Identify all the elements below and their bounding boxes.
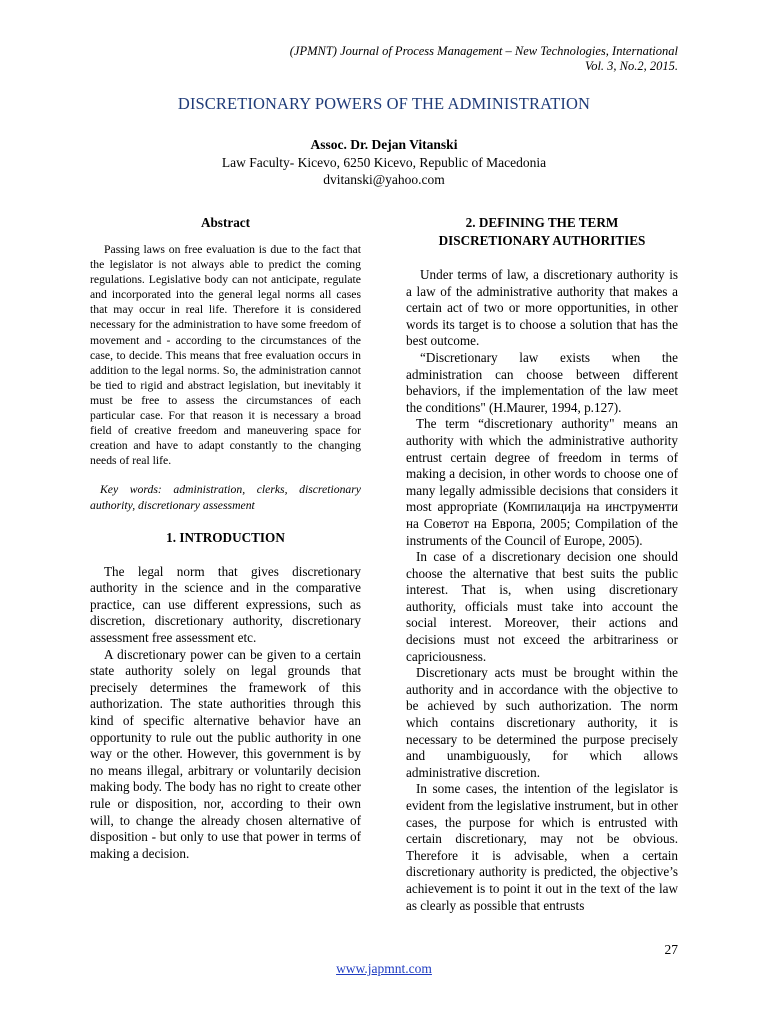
- section2-paragraph: Under terms of law, a discretionary authority is a law of the administrative authority that makes a certain act of two or more opportunities, in other words its target is to choose a solution that has the best outcome.: [406, 267, 678, 349]
- section2-paragraph: The term “discretionary authority" means an authority with which the administrative authority entrust certain degree of freedom in terms of making a decision, in other words to choose one of many legally admissible decisions that considers it most appropriate (Компилација на инструменти на Советот на Европа, 2005; Compilation of the instruments of the Council of Europe, 2005).: [406, 416, 678, 548]
- journal-header: [290, 44, 678, 74]
- intro-paragraph: The legal norm that gives discretionary authority in the science and in the comparative practice, can use different expressions, such as discretion, discretionary authority, discretionary assessment free assessment etc.: [90, 563, 361, 645]
- abstract-text: Passing laws on free evaluation is due to the fact that the legislator is not always able to predict the coming regulations. Legislative body can not anticipate, regulate and incorporated into the general legal norms all cases that may occur in real life. Therefore it is considered necessary for the administration to have some freedom of movement and - according to the circumstances of the case, to decide. This means that free evaluation occurs in addition to the legal norms. So, the administration cannot be tied to rigid and abstract legislation, but inevitably it must be free to assess the circumstances of each particular case. For that reason it is necessary a broad field of creative freedom and maneuvering space for creation and have to adapt constantly to the changing needs of real life.: [90, 243, 361, 468]
- journal-name: (JPMNT) Journal of Process Management – New Technologies, International: [289, 44, 678, 58]
- author-name: Assoc. Dr. Dejan Vitanski: [310, 137, 458, 152]
- section2-paragraph: “Discretionary law exists when the administration can choose between different behaviors, if the implementation of the law meet the conditions" (H.Maurer, 1994, p.127).: [406, 349, 678, 415]
- right-column: [406, 214, 678, 914]
- left-column: [90, 214, 361, 862]
- author-affiliation: Law Faculty- Kicevo, 6250 Kicevo, Republic of Macedonia: [221, 154, 547, 170]
- section2-heading-line1: 2. DEFINING THE TERM: [465, 215, 619, 230]
- section2-paragraph: In case of a discretionary decision one should choose the alternative that best suits the public interest. That is, when using discretionary authority, officials must take into account the social interest. Moreover, their actions and decisions must not exceed the arbitrariness or capriciousness.: [406, 549, 678, 664]
- section2-heading-line2: DISCRETIONARY AUTHORITIES: [438, 233, 646, 248]
- author-block: [0, 136, 768, 189]
- section2-paragraph: Discretionary acts must be brought within the authority and in accordance with the objective to be achieved by such authorization. The norm which contains discretionary authority, it is necessary to be determined the purpose precisely and unambiguously, for which allows administrative discretion.: [406, 665, 678, 780]
- paper-title: DISCRETIONARY POWERS OF THE ADMINISTRATION: [177, 94, 591, 113]
- intro-paragraph: A discretionary power can be given to a certain state authority solely on legal grounds that precisely determines the framework of this authorization. The state authorities through this kind of specific alternative behavior have an opportunity to rule out the public authority in one way or the other. However, this government is by no means illegal, arbitrary or voluntarily decision making body. The body has no right to create other rule or disposition, nor, according to their own will, to change the already chosen alternative of disposition - but only to use that power in terms of making a decision.: [90, 646, 361, 861]
- journal-volume: Vol. 3, No.2, 2015.: [584, 59, 678, 73]
- page-number: 27: [664, 942, 678, 957]
- introduction-heading: 1. INTRODUCTION: [166, 529, 285, 545]
- section2-heading: [406, 214, 678, 250]
- section2-paragraph: In some cases, the intention of the legislator is evident from the legislative instrument, but in other cases, the purpose for which is entrusted with certain discretionary, may not be obvious. Therefore it is advisable, when a certain discretionary authority is predicted, the objective’s achievement is to point it out in the text of the law as clearly as possible that entrusts: [406, 781, 678, 913]
- author-email: dvitanski@yahoo.com: [323, 172, 445, 187]
- abstract-heading: Abstract: [200, 215, 251, 230]
- keywords: Key words: administration, clerks, discretionary authority, discretionary assessment: [90, 483, 361, 512]
- journal-website-link[interactable]: www.japmnt.com: [336, 961, 432, 976]
